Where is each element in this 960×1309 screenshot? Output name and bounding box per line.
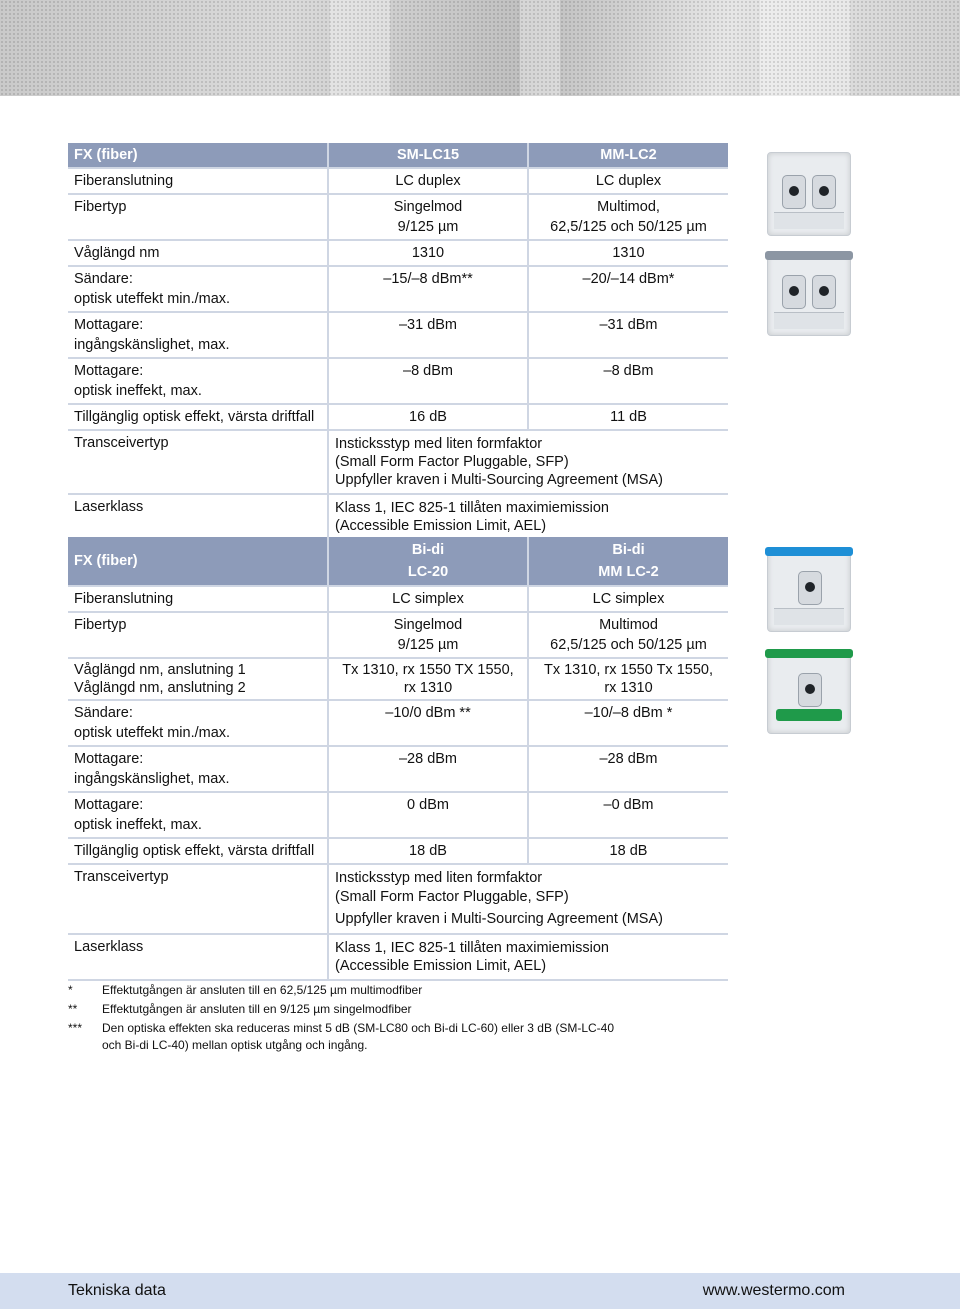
row-label (68, 194, 328, 240)
cell: –0 dBm (528, 792, 728, 838)
row-label-line: Mottagare: (74, 317, 144, 333)
table-row (68, 934, 728, 980)
row-label (68, 792, 328, 838)
row-label: Tillgänglig optisk effekt, värsta driftfall (68, 404, 328, 430)
row-label (68, 658, 328, 700)
table-row (68, 430, 728, 494)
table-row (68, 586, 728, 612)
cell-line: 9/125 µm (397, 219, 459, 235)
table-row (68, 658, 728, 700)
header-line: LC-20 (407, 564, 449, 580)
cell-line: Insticksstyp med liten formfaktor (335, 870, 543, 886)
cell-line: Klass 1, IEC 825-1 tillåten maximiemission (335, 940, 609, 956)
row-label: Transceivertyp (68, 864, 328, 934)
cell: –28 dBm (528, 746, 728, 792)
row-label-line: Sändare: (74, 271, 133, 287)
table-row (68, 700, 728, 746)
cell (328, 612, 528, 658)
cell: –8 dBm (328, 358, 528, 404)
table-row (68, 404, 728, 430)
cell: LC simplex (528, 586, 728, 612)
cell-line: Multimod, (597, 199, 660, 215)
table-row (68, 240, 728, 266)
cell (328, 864, 728, 934)
table-row (68, 746, 728, 792)
row-label: Laserklass (68, 494, 328, 540)
sfp-duplex-grey-module-image (767, 252, 851, 336)
cell-line: rx 1310 (604, 680, 653, 696)
footnote (68, 1020, 688, 1054)
table-row (68, 612, 728, 658)
row-label (68, 746, 328, 792)
cell (328, 494, 728, 540)
cell-line: 62,5/125 och 50/125 µm (550, 637, 707, 653)
cell: –15/–8 dBm** (328, 266, 528, 312)
table-header-row (68, 537, 728, 586)
cell: –31 dBm (328, 312, 528, 358)
cell-line: (Small Form Factor Pluggable, SFP) (335, 889, 569, 905)
cell: LC duplex (328, 168, 528, 194)
cell: 11 dB (528, 404, 728, 430)
footnote-text (102, 1020, 614, 1054)
cell: LC duplex (528, 168, 728, 194)
header-cell: FX (fiber) (68, 537, 328, 586)
row-label-line: Mottagare: (74, 797, 144, 813)
cell: –8 dBm (528, 358, 728, 404)
footnote (68, 1001, 688, 1018)
header-cell (328, 537, 528, 586)
cell: 18 dB (328, 838, 528, 864)
cell-line: (Accessible Emission Limit, AEL) (335, 958, 547, 974)
cell: 18 dB (528, 838, 728, 864)
header-line: Bi-di (411, 542, 445, 558)
table-row (68, 194, 728, 240)
cell: –28 dBm (328, 746, 528, 792)
row-label: Tillgänglig optisk effekt, värsta driftfall (68, 838, 328, 864)
cell-line: Klass 1, IEC 825-1 tillåten maximiemission (335, 500, 609, 516)
cell: 1310 (528, 240, 728, 266)
header-cell: MM-LC2 (528, 143, 728, 168)
cell: LC simplex (328, 586, 528, 612)
cell (528, 194, 728, 240)
sfp-duplex-module-image (767, 152, 851, 236)
row-label (68, 358, 328, 404)
cell (528, 612, 728, 658)
row-label-line: optisk uteffekt min./max. (74, 725, 231, 741)
spec-table-duplex (68, 143, 728, 541)
cell-line: Singelmod (393, 199, 463, 215)
page-footer (0, 1273, 960, 1309)
cell-line: (Small Form Factor Pluggable, SFP) (335, 454, 569, 470)
row-label (68, 312, 328, 358)
row-label-line: Våglängd nm, anslutning 1 (74, 662, 246, 678)
row-label-line: Mottagare: (74, 751, 144, 767)
row-label: Fiberanslutning (68, 586, 328, 612)
spec-table-bidi (68, 537, 728, 981)
footnote-text: Effektutgången är ansluten till en 9/125 µm singelmodfiber (102, 1002, 412, 1016)
table-row (68, 494, 728, 540)
header-banner-image (0, 0, 960, 96)
row-label: Fiberanslutning (68, 168, 328, 194)
row-label-line: Fibertyp (74, 199, 127, 215)
table-row (68, 792, 728, 838)
footnote-text: Effektutgången är ansluten till en 62,5/125 µm multimodfiber (102, 983, 423, 997)
cell (328, 194, 528, 240)
row-label: Transceivertyp (68, 430, 328, 494)
sfp-bidi-blue-module-image (767, 548, 851, 632)
footer-section-title: Tekniska data (68, 1282, 166, 1299)
cell-line: 9/125 µm (397, 637, 459, 653)
cell: 1310 (328, 240, 528, 266)
footnote-text-line: och Bi-di LC-40) mellan optisk utgång och ingång. (102, 1038, 368, 1052)
cell (328, 658, 528, 700)
table-row (68, 838, 728, 864)
sfp-bidi-green-module-image (767, 650, 851, 734)
row-label-line: ingångskänslighet, max. (74, 337, 230, 353)
header-cell: SM-LC15 (328, 143, 528, 168)
table-row (68, 266, 728, 312)
footnotes (68, 982, 688, 1056)
table-header-row (68, 143, 728, 168)
row-label-line: Mottagare: (74, 363, 144, 379)
header-line: MM LC-2 (598, 564, 659, 580)
row-label-line: Våglängd nm, anslutning 2 (74, 680, 246, 696)
row-label (68, 266, 328, 312)
row-label-line: optisk ineffekt, max. (74, 817, 202, 833)
footer-website-link[interactable]: www.westermo.com (702, 1282, 845, 1299)
row-label-line: Fibertyp (74, 617, 127, 633)
footnote-mark: *** (68, 1021, 83, 1035)
footnote-mark: ** (68, 1002, 78, 1016)
cell-line: rx 1310 (403, 680, 453, 696)
cell-line: 62,5/125 och 50/125 µm (550, 219, 707, 235)
cell: –10/–8 dBm * (528, 700, 728, 746)
cell (528, 658, 728, 700)
row-label-line: ingångskänslighet, max. (74, 771, 230, 787)
cell-line: Uppfyller kraven i Multi-Sourcing Agreement (MSA) (335, 472, 663, 488)
cell (328, 430, 728, 494)
row-label-line: optisk ineffekt, max. (74, 383, 202, 399)
footnote-mark: * (68, 983, 73, 997)
row-label-line: Sändare: (74, 705, 133, 721)
cell: –20/–14 dBm* (528, 266, 728, 312)
cell-line: (Accessible Emission Limit, AEL) (335, 518, 547, 534)
footnote (68, 982, 688, 999)
cell-line: Tx 1310, rx 1550 Tx 1550, (543, 662, 713, 678)
cell: 16 dB (328, 404, 528, 430)
table-row (68, 312, 728, 358)
cell-line: Insticksstyp med liten formfaktor (335, 436, 543, 452)
cell-line: Tx 1310, rx 1550 TX 1550, (342, 662, 514, 678)
cell: –10/0 dBm ** (328, 700, 528, 746)
row-label: Laserklass (68, 934, 328, 980)
footnote-text-line: Den optiska effekten ska reduceras minst 5 dB (SM-LC80 och Bi-di LC-60) eller 3 dB (SM-LC-40 (102, 1021, 614, 1035)
table-row (68, 168, 728, 194)
cell-line: Uppfyller kraven i Multi-Sourcing Agreement (MSA) (335, 911, 663, 927)
cell (328, 934, 728, 980)
header-cell: FX (fiber) (68, 143, 328, 168)
table-row (68, 358, 728, 404)
row-label-line: optisk uteffekt min./max. (74, 291, 231, 307)
table-row (68, 864, 728, 934)
row-label: Våglängd nm (68, 240, 328, 266)
cell: 0 dBm (328, 792, 528, 838)
row-label (68, 700, 328, 746)
row-label (68, 612, 328, 658)
header-line: Bi-di (612, 542, 645, 558)
cell-line: Singelmod (393, 617, 463, 633)
cell-line: Multimod (599, 617, 658, 633)
header-cell (528, 537, 728, 586)
cell: –31 dBm (528, 312, 728, 358)
